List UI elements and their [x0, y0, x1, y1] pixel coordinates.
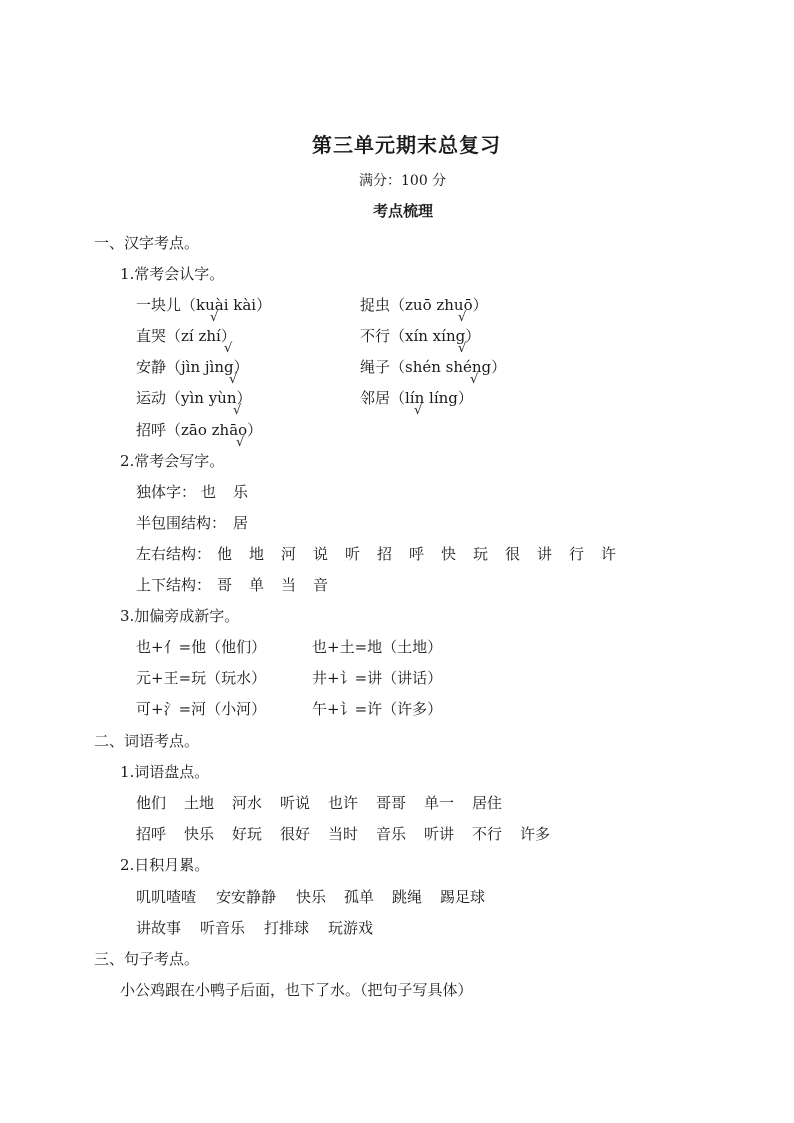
section-1-title: 一、汉字考点。: [94, 234, 200, 252]
check-mark-icon: √: [458, 310, 467, 325]
pinyin-item: 不行（xín xíng）: [360, 327, 481, 345]
character: 河: [281, 545, 297, 563]
check-mark-icon: √: [229, 372, 238, 387]
phrase: 安安静静: [216, 888, 277, 906]
character: 乐: [233, 483, 249, 501]
character: 也: [201, 483, 217, 501]
word: 单一: [424, 794, 455, 812]
character: 音: [313, 576, 329, 594]
check-mark-icon: √: [470, 372, 479, 387]
pinyin-item: 安静（jìn jìng）: [136, 358, 249, 376]
pinyin-item: 邻居（lín líng）: [360, 389, 473, 407]
structure-label: 半包围结构：: [136, 514, 227, 532]
phrase: 跳绳: [392, 888, 423, 906]
character: 招: [377, 545, 393, 563]
word: 快乐: [184, 825, 215, 843]
word: 居住: [472, 794, 503, 812]
word: 河水: [232, 794, 263, 812]
radical-item: 元+王=玩（玩水）: [136, 669, 267, 687]
word: 音乐: [376, 825, 407, 843]
word: 好玩: [232, 825, 263, 843]
score-label: 满分：100 分: [359, 173, 447, 189]
word: 土地: [184, 794, 215, 812]
character: 很: [505, 545, 521, 563]
radical-item: 也+亻=他（他们）: [136, 638, 267, 656]
radical-item: 井+讠=讲（讲话）: [312, 669, 443, 687]
character: 讲: [537, 545, 553, 563]
check-mark-icon: √: [233, 403, 242, 418]
structure-label: 独体字：: [136, 483, 197, 501]
radical-item: 可+氵=河（小河）: [136, 700, 267, 718]
character: 听: [345, 545, 361, 563]
character: 快: [441, 545, 457, 563]
radical-item: 午+讠=许（许多）: [312, 700, 443, 718]
radical-item: 也+土=地（土地）: [312, 638, 443, 656]
phrase: 打排球: [264, 919, 310, 937]
structure-label: 上下结构：: [136, 576, 212, 594]
word: 不行: [472, 825, 503, 843]
pinyin-item: 捉虫（zuō zhuō）: [360, 296, 488, 314]
character: 许: [601, 545, 617, 563]
word: 很好: [280, 825, 311, 843]
pinyin-item: 招呼（zāo zhāo）: [136, 421, 263, 439]
check-mark-icon: √: [414, 403, 423, 418]
subsection-1-2-title: 2.常考会写字。: [120, 452, 225, 470]
pinyin-item: 运动（yìn yùn）: [136, 389, 252, 407]
pinyin-item: 绳子（shén shéng）: [360, 358, 507, 376]
check-mark-icon: √: [224, 341, 233, 356]
phrase: 叽叽喳喳: [136, 888, 197, 906]
phrase: 踢足球: [440, 888, 486, 906]
section-2-title: 二、词语考点。: [94, 732, 200, 750]
subsection-2-1-title: 1.词语盘点。: [120, 763, 210, 781]
word: 听讲: [424, 825, 455, 843]
sentence: 小公鸡跟在小鸭子后面，也下了水。（把句子写具体）: [120, 981, 473, 999]
word: 也许: [328, 794, 359, 812]
character: 地: [249, 545, 265, 563]
word: 哥哥: [376, 794, 407, 812]
character: 居: [233, 514, 249, 532]
word: 他们: [136, 794, 167, 812]
character: 呼: [409, 545, 425, 563]
structure-label: 左右结构：: [136, 545, 212, 563]
character: 玩: [473, 545, 489, 563]
phrase: 快乐: [296, 888, 327, 906]
subsection-2-2-title: 2.日积月累。: [120, 856, 210, 874]
check-mark-icon: √: [458, 341, 467, 356]
character: 说: [313, 545, 329, 563]
page-title: 第三单元期末总复习: [312, 133, 501, 157]
check-mark-icon: √: [236, 435, 245, 450]
word: 听说: [280, 794, 311, 812]
check-mark-icon: √: [210, 310, 219, 325]
pinyin-item: 一块儿（kuài kài）: [136, 296, 272, 314]
section-heading: 考点梳理: [373, 202, 434, 220]
phrase: 讲故事: [136, 919, 182, 937]
character: 他: [217, 545, 233, 563]
subsection-1-1-title: 1.常考会认字。: [120, 265, 225, 283]
section-3-title: 三、句子考点。: [94, 950, 200, 968]
phrase: 玩游戏: [328, 919, 374, 937]
pinyin-item: 直哭（zí zhí）: [136, 327, 236, 345]
phrase: 听音乐: [200, 919, 246, 937]
phrase: 孤单: [344, 888, 375, 906]
character: 行: [569, 545, 585, 563]
character: 单: [249, 576, 265, 594]
word: 招呼: [136, 825, 167, 843]
subsection-1-3-title: 3.加偏旁成新字。: [120, 607, 240, 625]
word: 许多: [520, 825, 551, 843]
word: 当时: [328, 825, 359, 843]
character: 哥: [217, 576, 233, 594]
character: 当: [281, 576, 297, 594]
